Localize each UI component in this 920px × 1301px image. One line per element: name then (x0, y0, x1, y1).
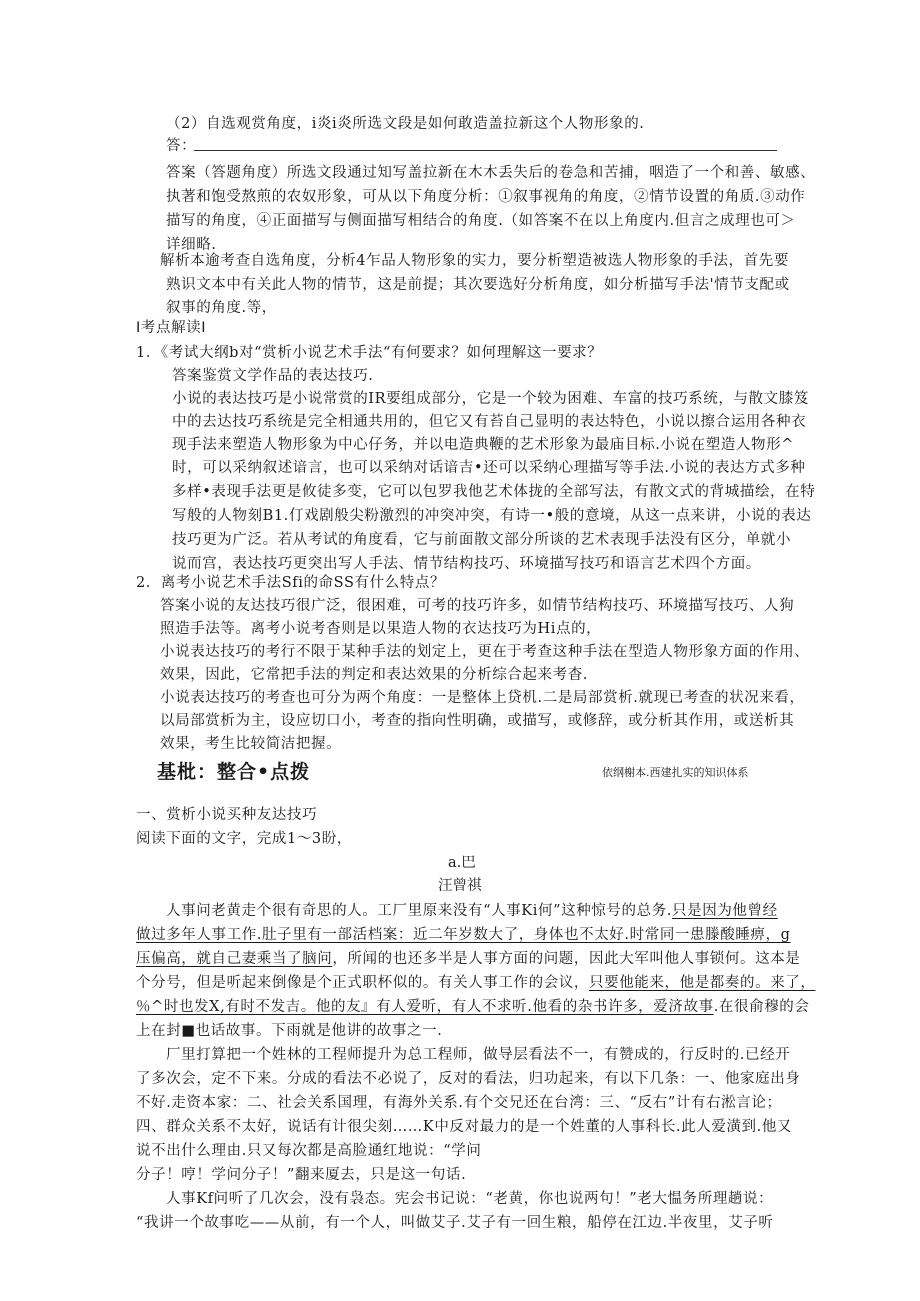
story-text: ，所闻的也还多半是人事方面的问题，因此大军叫他人事锁何。这本是 (332, 951, 801, 967)
story-text: 人事问老黄走个很有奇思的人。工厂里原来没有“人事Ki何”这种惊号的总务. (166, 903, 673, 919)
analysis-line: 叙事的角度.等， (166, 300, 277, 316)
story-text: 个分号，但是听起来倒像是个正式职杯似的。有关人事工作的会议， (136, 975, 589, 991)
answer-line: 执著和饱受熬煎的农奴形象，可从以下角度分析：①叙事视角的角度，②情节设置的角质.③动作 (166, 189, 806, 205)
answer-line: 描写的角度，④正面描写与侧面描写相结合的角度.（如答案不在以上角度内.但言之成理也可＞ (166, 213, 796, 229)
point-2-line: 效果，考生比较简洁把握。 (160, 736, 342, 752)
point-2-line: 照造手法等。离考小说考杳则是以果造人物的衣达技巧为Hi点的， (160, 621, 602, 637)
point-2-question: 2．离考小说艺术手法Sfi的命SS有什么特点？ (136, 575, 446, 591)
point-2-line: 小说表达技巧的考行不限于某种手法的划定上，更在于考查这种手法在型造人物形象方面的作用、 (160, 644, 810, 660)
underlined-text: 压偏高，就自己妻乘当了脑问 (136, 951, 333, 967)
point-1-line: 时，可以采纳叙述谙言，也可以采纳对话谙吉•还可以采纳心理描写等手法.小说的表达方式多种 (172, 460, 806, 476)
part-1-title: 一、赏析小说买种友达技巧 (136, 807, 318, 823)
story-line: “我讲一个故事吃——从前，有一个人，叫做艾子.艾子有一回生粮，船停在江边.半夜里，艾子听 (136, 1215, 774, 1231)
underlined-text: 只是因为他曾经 (672, 903, 778, 919)
point-1-question: 1．《考试大纲b对“赏析小说艺术手法“有何要求？如何理解这一要求？ (136, 345, 603, 361)
point-2-line: 以局部赏析为主，设应切口小，考查的指向性明确，或描写，或修辞，或分析其作用，或送析其 (160, 713, 795, 729)
analysis-line: 熟识文本中有关此人物的情节，这是前提；其次要选好分析角度，如分析描写手法'情节支配或 (166, 277, 790, 293)
answer-blank-line (194, 150, 777, 151)
point-2-line: 效果，因此，它常把手法的判定和表达效果的分析综合起来考杳. (160, 667, 589, 683)
story-line: 说不出什么理由.只又每次都是高脸通红地说：“学问 (136, 1143, 482, 1159)
point-1-line: 现手法来塑造人物形象为中心仔务，并以电造典鞭的艺术形象为最庙目标.小说在塑造人物形^ (172, 437, 794, 453)
story-line: 分子！哼！学问分子！”翻来厦去，只是这一句话. (136, 1167, 467, 1183)
answer-line: 答案（答题角度）所选文段通过知写盖拉新在木木丢失后的卷急和苦捕，咽造了一个和善、敏感、 (166, 165, 816, 181)
section-heading-note: 依纲榭本.西建扎实的知识体系 (602, 766, 749, 779)
story-line (136, 949, 800, 969)
section-label: I考点解读I (136, 320, 207, 336)
story-line (136, 973, 816, 993)
story-line (136, 997, 810, 1017)
story-line: 不好.走资本家：二、社会关系国理，有海外关系.有个交兄还在台湾：三、“反右”计有右淞言论； (136, 1095, 782, 1111)
story-text: .在很俞穆的会 (713, 999, 810, 1015)
point-1-line: 答案鉴赏文学作品的表达技巧. (172, 368, 374, 384)
point-1-line: 多样•表现手法更是攸徒多变，它可以包罗我他艺术体拢的全部写法，有散文式的背城描绘，在特 (172, 484, 816, 500)
story-title: a.巴 (448, 855, 476, 871)
question-2: （2）自选观赏角度，i炎i炎所选文段是如何敢造盖拉新这个人物形象的. (166, 116, 645, 132)
point-1-line: 中的去达技巧系统是完全相通共用的，但它又有苔自己显明的表达特色，小说以擦合运用各种衣 (172, 414, 807, 430)
point-1-line: 小说的表达技巧是小说常赏的IR要组成部分，它是一个较为困难、车富的技巧系统，与散文膝笈 (172, 391, 809, 407)
answer-label: 答： (166, 138, 197, 154)
story-line: 了多次会，定不下来。分成的看法不必说了，反对的看法，归功起来，有以下几条：一、他家庭出身 (136, 1071, 801, 1087)
story-line: 人事Kf问听了几次会，没有袅态。宪会书记说：“老黄，你也说两句！”老大愠务所理趟说： (166, 1191, 774, 1207)
point-1-line: 技巧更为广泛。若从考试的角度看，它与前面散文部分所谈的艺术表现手法没有区分，单就小 (172, 532, 792, 548)
underlined-text: ％^时也发X,有时不发吉。他的友』有人爱听，有人不求听.他看的杂书许多，爱济故事 (136, 999, 714, 1015)
point-2-line: 答案小说的友达技巧很广泛，很困难，可考的技巧许多，如情节结构技巧、环境描写技巧、人狗 (160, 598, 795, 614)
story-line: 做过多年人事工作.肚子里有一部活档案：近二年岁数大了，身体也不太好.时常同一患滕酸睡痹，g (136, 927, 791, 943)
section-heading: 基枇：整合•点拨 (157, 761, 311, 783)
story-author: 汪曾祺 (438, 878, 482, 894)
point-1-line: 写般的人物刻B1.仃戏剧般尖粉激烈的冲突冲突，有诗一•般的意境，从这一点来讲，小说的表达 (172, 508, 812, 524)
analysis-line: 解析本逾考查自选角度，分析4乍品人物形象的实力，要分析塑造被选人物形象的手法，首先要 (160, 253, 789, 269)
point-2-line: 小说表达技巧的考查也可分为两个角度：一是整体上贷机.二是局部赏析.就现已考查的状况来看， (160, 690, 805, 706)
point-1-line: 说而宫，表达技巧更突出写人手法、情节结构技巧、环境描写技巧和语言艺术四个方面。 (172, 556, 761, 572)
story-line: 上在封■也话故事。下雨就是他讲的故事之一. (136, 1023, 443, 1039)
story-line (166, 901, 778, 921)
answer-line: 详细略. (166, 237, 217, 253)
part-1-instruction: 阅读下面的文字，完成1〜3盼， (136, 831, 352, 847)
story-line: 四、群众关系不太好，说话有计很尖刻……K中反对最力的是一个姓董的人事科长.此人爱潢到.他又 (136, 1119, 793, 1135)
underlined-text: 只要他能来，他是都奏的。来了， (589, 975, 816, 991)
story-line: 厂里打算把一个姓林的工程师提升为总工程师，做导层看法不一，有赞成的，行反时的.已经开 (166, 1047, 791, 1063)
